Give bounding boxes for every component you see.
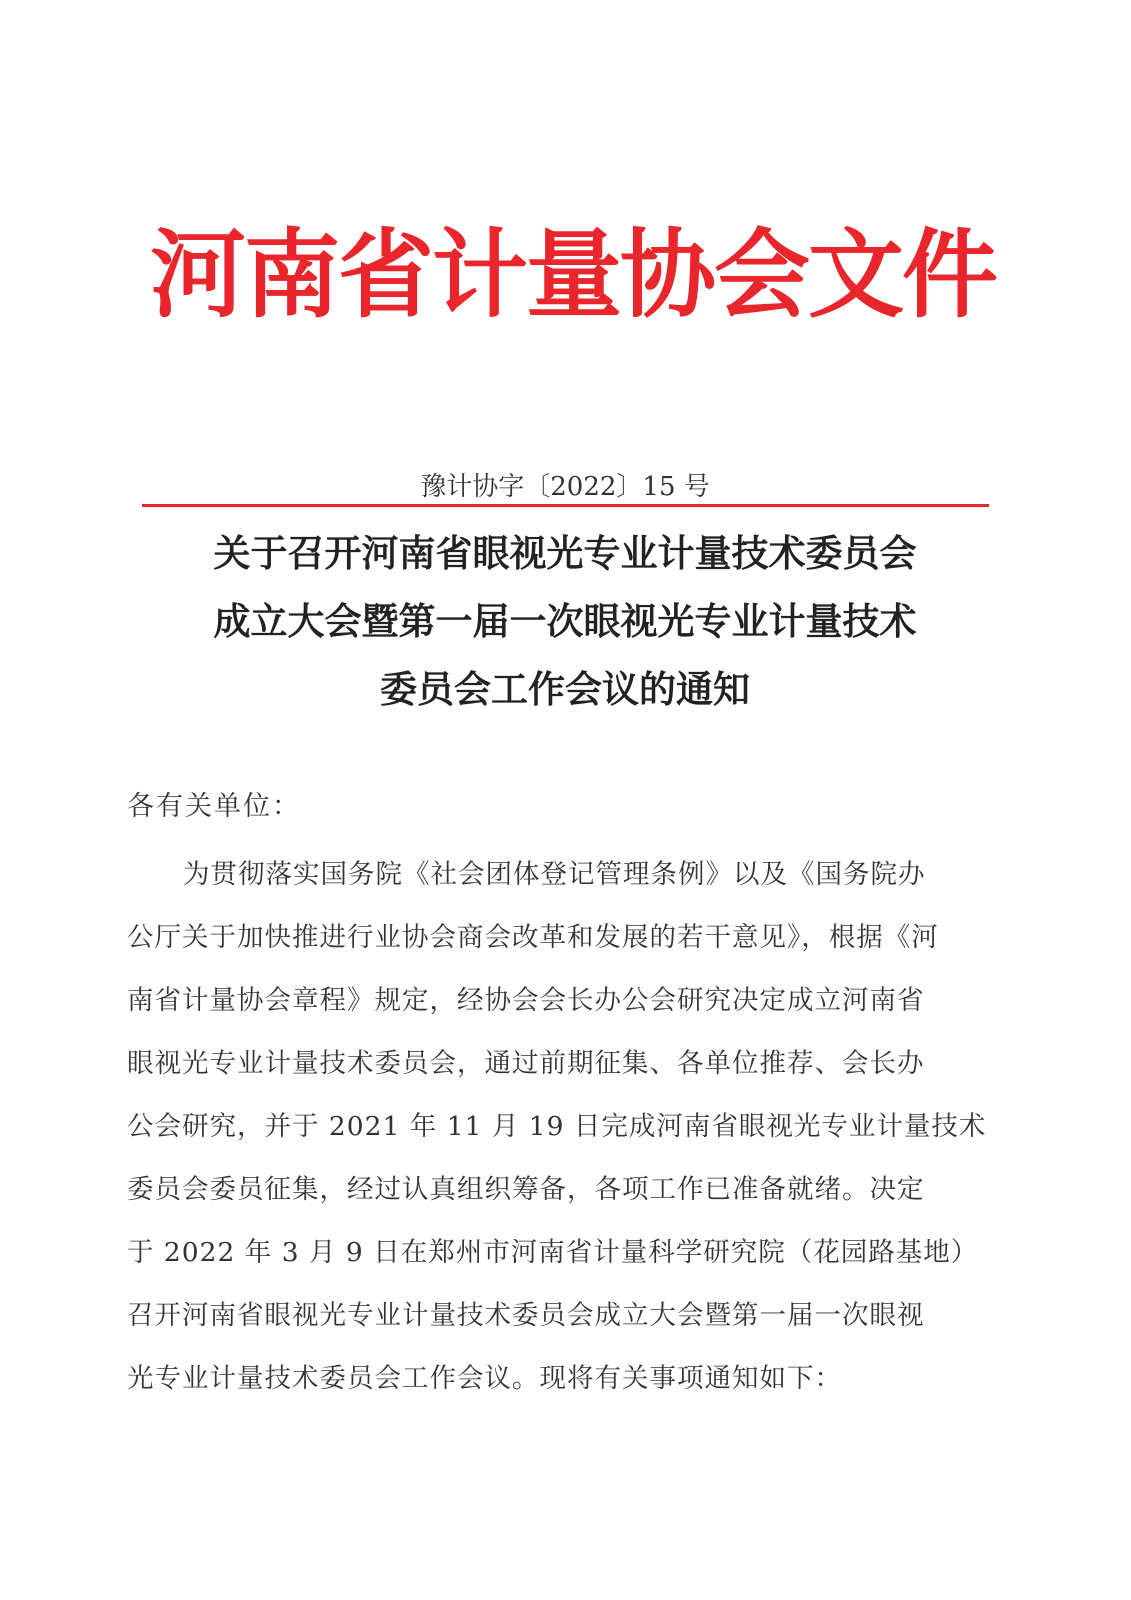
notice-title-line: 成立大会暨第一届一次眼视光专业计量技术 bbox=[213, 600, 917, 643]
body-line: 公厅关于加快推进行业协会商会改革和发展的若干意见》，根据《河 bbox=[127, 922, 939, 953]
red-divider-line bbox=[142, 504, 989, 507]
body-line: 光专业计量技术委员会工作会议。现将有关事项通知如下： bbox=[127, 1363, 842, 1394]
body-line: 为贯彻落实国务院《社会团体登记管理条例》以及《国务院办 bbox=[183, 859, 926, 890]
document-number: 豫计协字〔2022〕15 号 bbox=[420, 472, 710, 502]
body-line: 南省计量协会章程》规定，经协会会长办公会研究决定成立河南省 bbox=[127, 985, 925, 1016]
body-line: 公会研究，并于 2021 年 11 月 19 日完成河南省眼视光专业计量技术 bbox=[127, 1111, 987, 1142]
body-paragraph bbox=[127, 843, 987, 1410]
body-line: 于 2022 年 3 月 9 日在郑州市河南省计量科学研究院（花园路基地） bbox=[127, 1237, 979, 1268]
notice-title bbox=[120, 520, 1010, 724]
body-line: 委员会委员征集，经过认真组织筹备，各项工作已准备就绪。决定 bbox=[127, 1174, 925, 1205]
salutation: 各有关单位： bbox=[127, 791, 301, 822]
body-line: 眼视光专业计量技术委员会，通过前期征集、各单位推荐、会长办 bbox=[127, 1048, 925, 1079]
notice-title-line: 关于召开河南省眼视光专业计量技术委员会 bbox=[213, 532, 917, 575]
issuer-masthead: 河南省计量协会文件 bbox=[150, 218, 996, 331]
body-line: 召开河南省眼视光专业计量技术委员会成立大会暨第一届一次眼视 bbox=[127, 1300, 925, 1331]
notice-title-line: 委员会工作会议的通知 bbox=[380, 668, 750, 711]
